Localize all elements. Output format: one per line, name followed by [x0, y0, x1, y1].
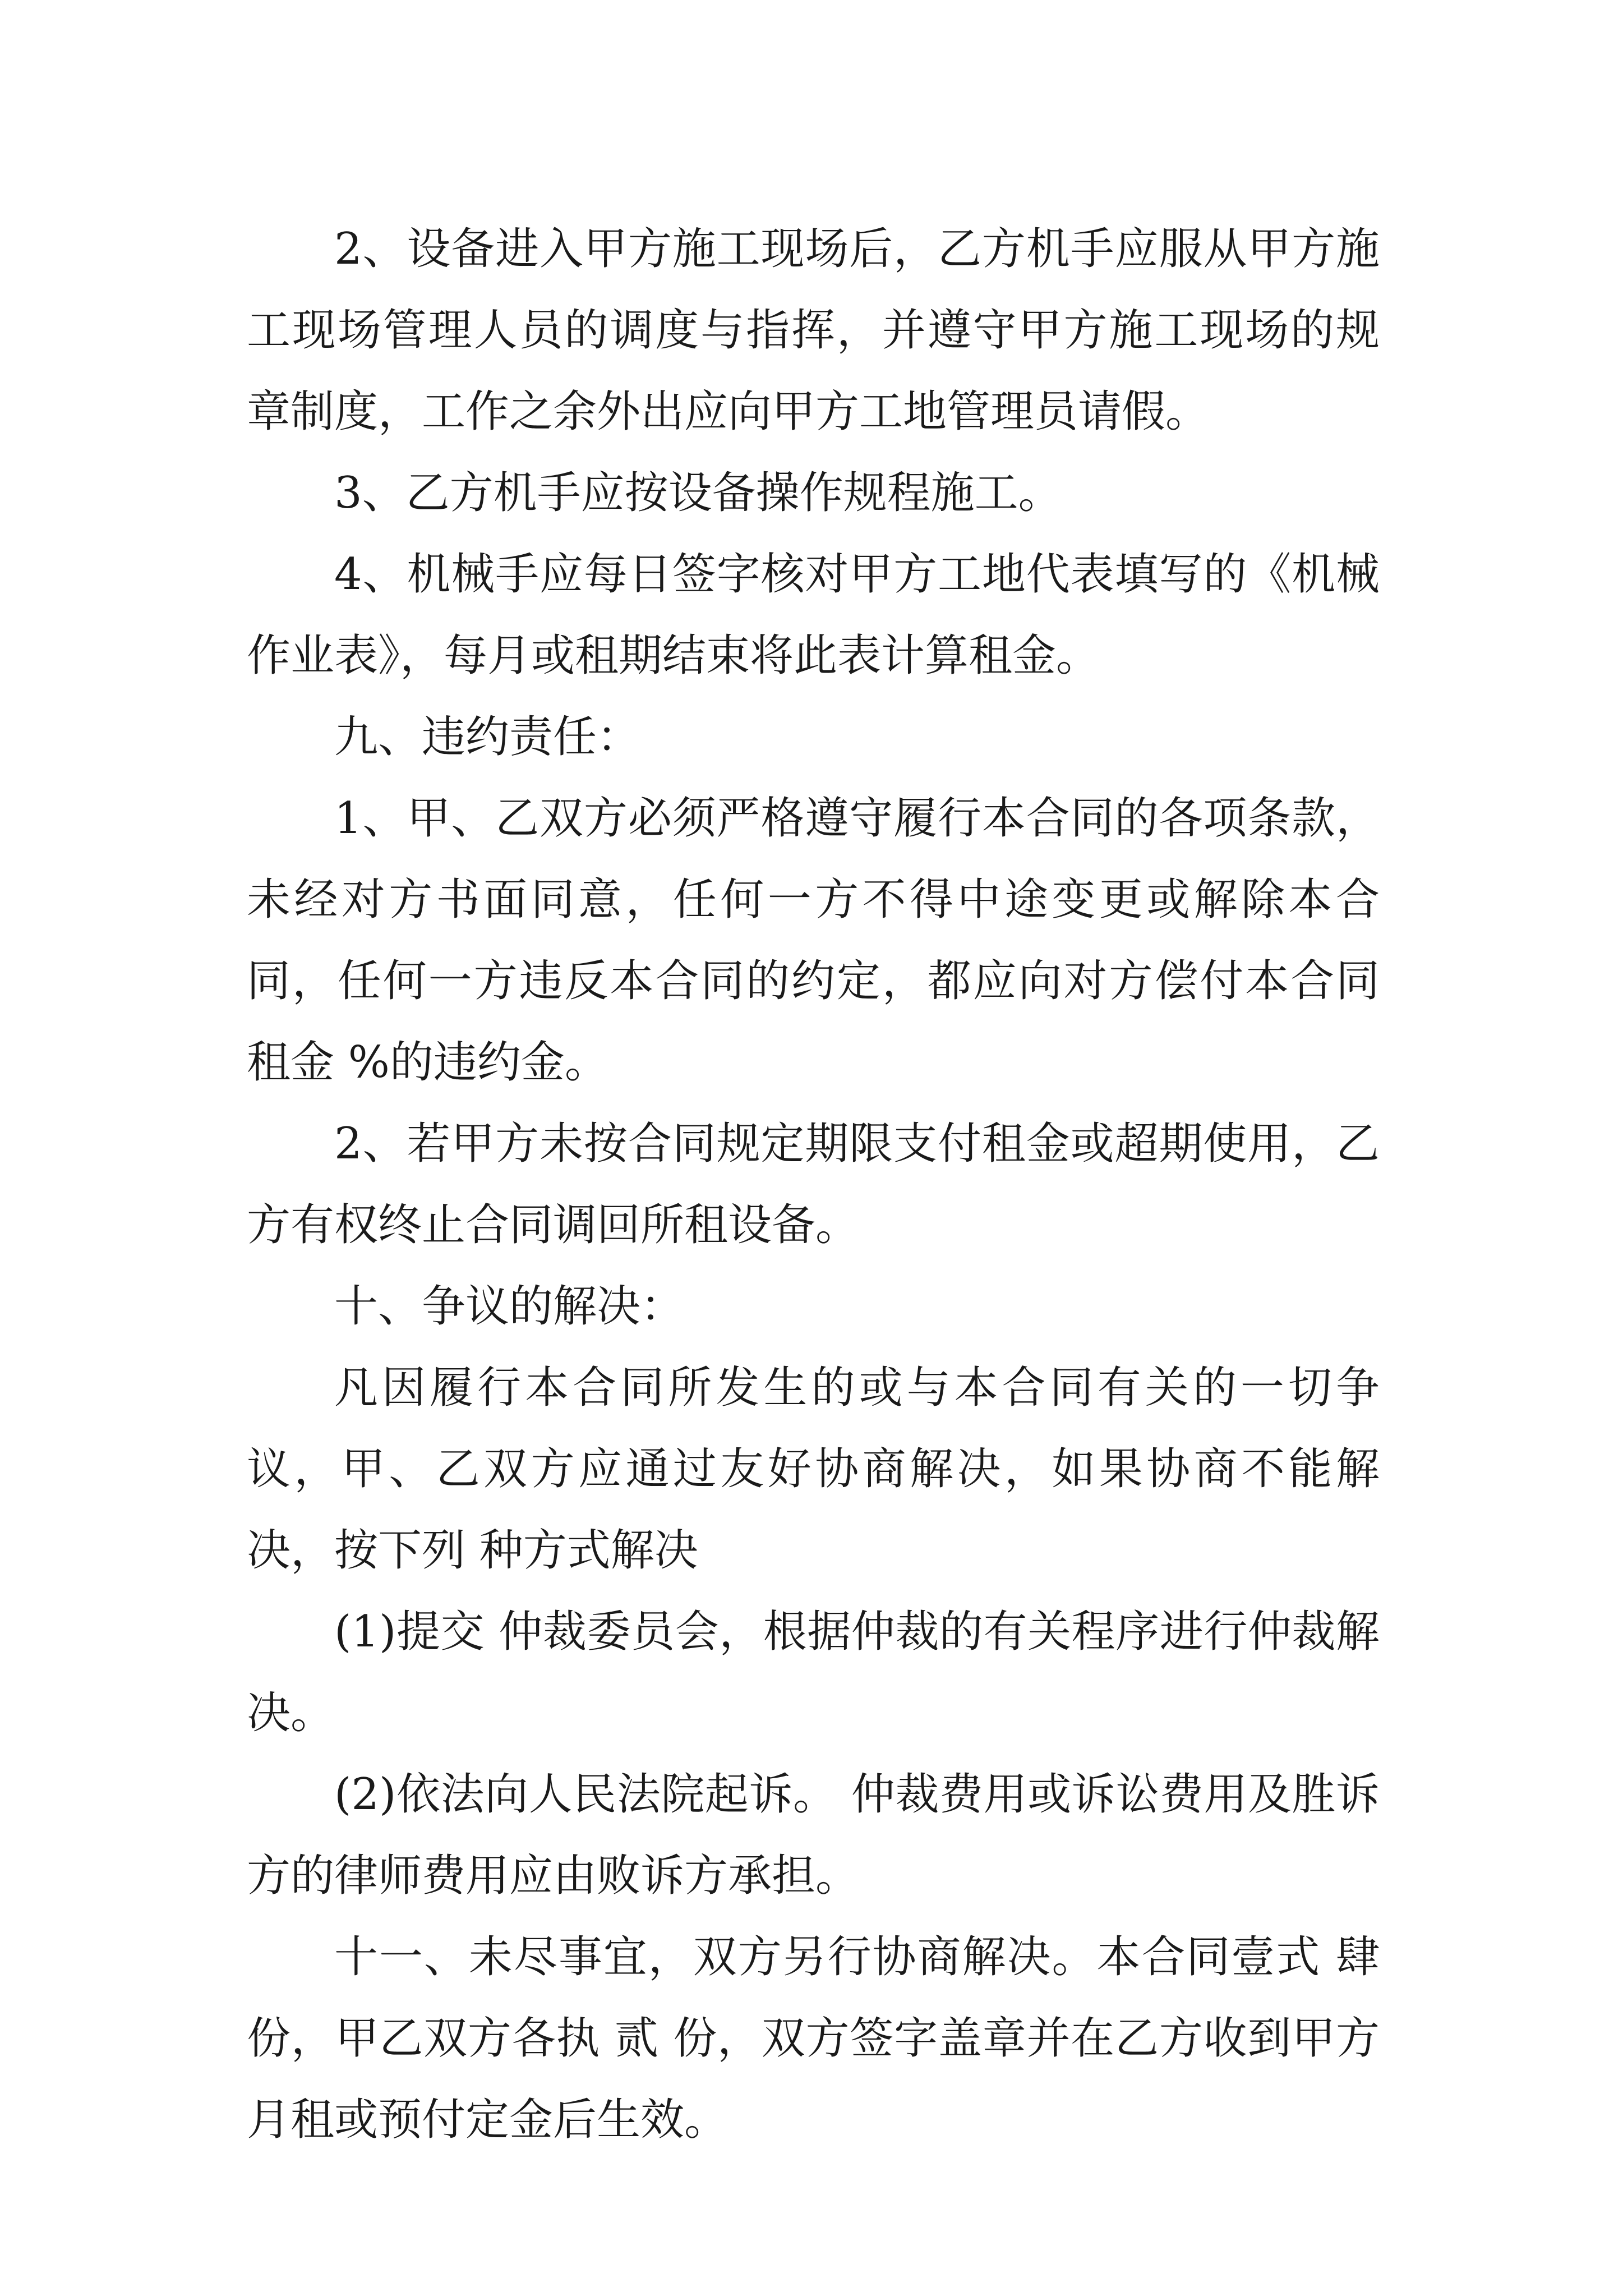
- clause-9-item-1: 1、甲、乙双方必须严格遵守履行本合同的各项条款，未经对方书面同意，任何一方不得中途变更或解除本合同，任何一方违反本合同的约定，都应向对方偿付本合同租金 %的违约金。: [247, 793, 1380, 1088]
- section-heading-breach: 九、违约责任：: [334, 712, 641, 762]
- clause-8-item-2: 2、设备进入甲方施工现场后，乙方机手应服从甲方施工现场管理人员的调度与指挥，并遵守甲方施工现场的规章制度，工作之余外出应向甲方工地管理员请假。: [247, 224, 1380, 437]
- clause-10-option-1: (1)提交 仲裁委员会，根据仲裁的有关程序进行仲裁解决。: [247, 1607, 1380, 1738]
- clause-10-option-2: (2)依法向人民法院起诉。 仲裁费用或诉讼费用及胜诉方的律师费用应由败诉方承担。: [247, 1769, 1380, 1901]
- clause-11: 十一、未尽事宜，双方另行协商解决。本合同壹式 肆份，甲乙双方各执 贰 份，双方签字盖章并在乙方收到甲方月租或预付定金后生效。: [247, 1932, 1380, 2145]
- clause-8-item-4: 4、机械手应每日签字核对甲方工地代表填写的《机械作业表》，每月或租期结束将此表计算租金。: [247, 549, 1380, 681]
- clause-8-item-3: 3、乙方机手应按设备操作规程施工。: [334, 468, 1062, 518]
- contract-body: [247, 209, 1380, 2161]
- clause-9-item-2: 2、若甲方未按合同规定期限支付租金或超期使用，乙方有权终止合同调回所租设备。: [247, 1119, 1380, 1250]
- section-heading-dispute: 十、争议的解决：: [334, 1281, 685, 1332]
- clause-10-body: 凡因履行本合同所发生的或与本合同有关的一切争议，甲、乙双方应通过友好协商解决，如果协商不能解决，按下列 种方式解决: [247, 1363, 1380, 1576]
